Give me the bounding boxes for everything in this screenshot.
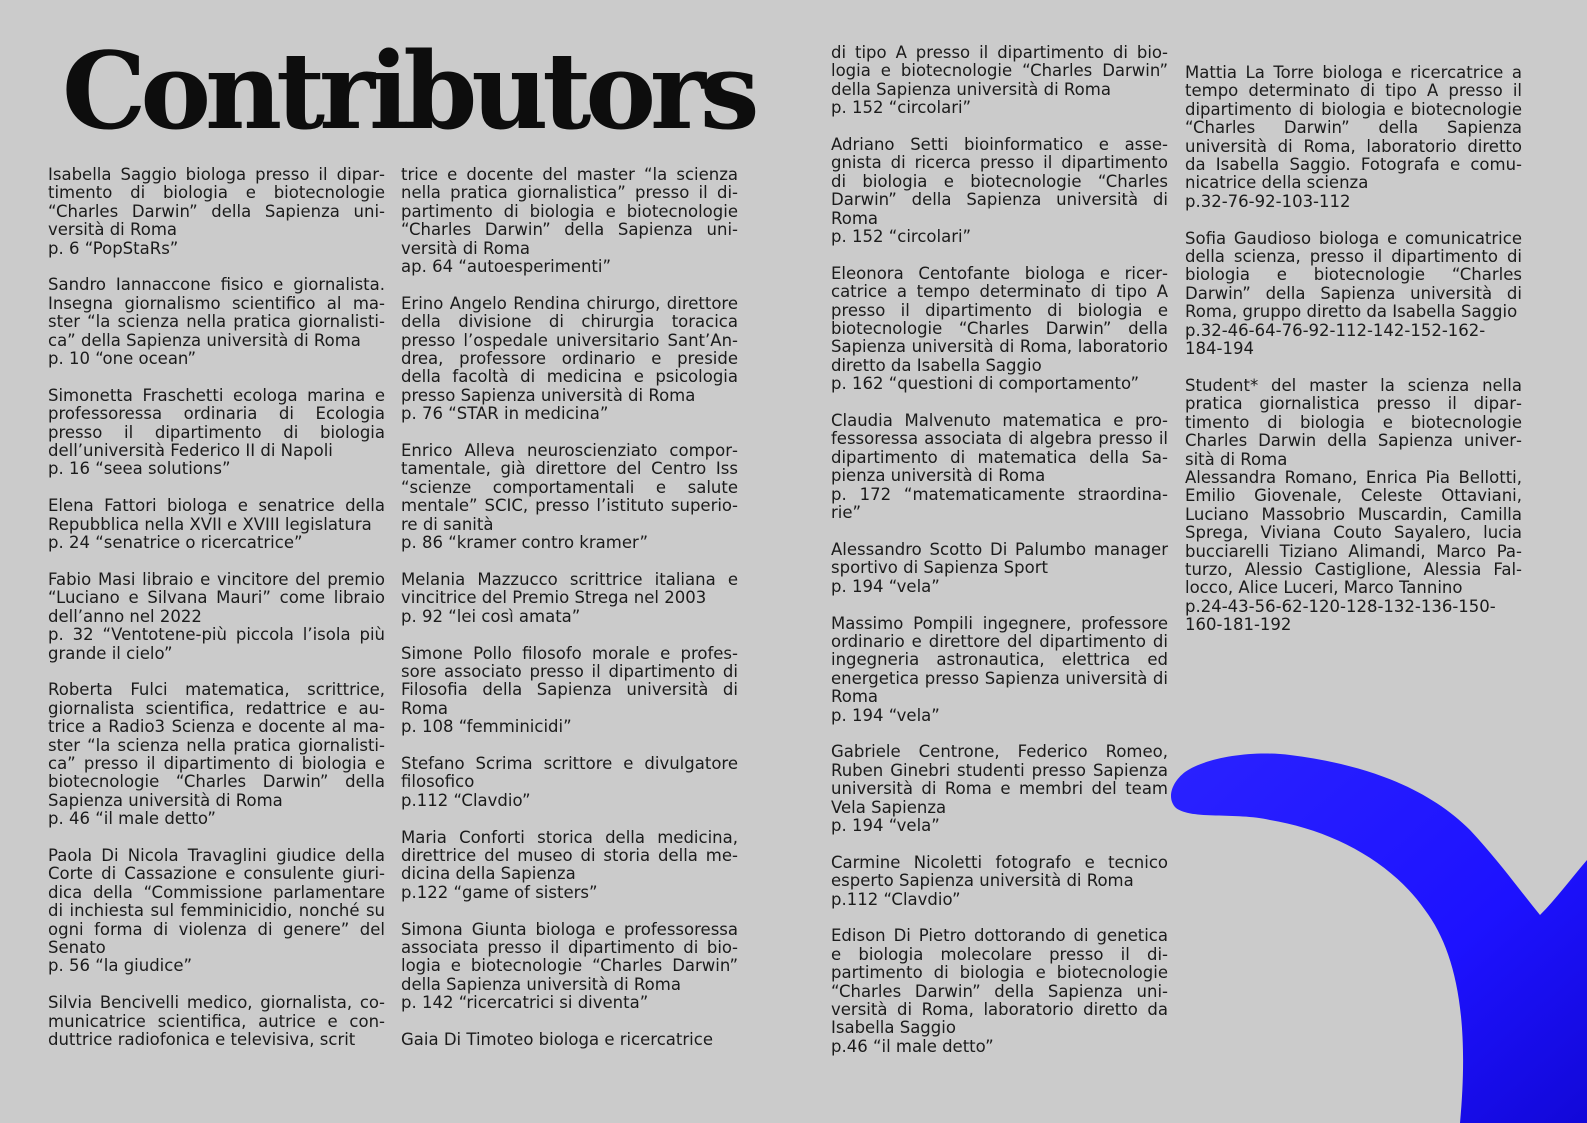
contributor-bio: Stefano Scrima scrittore e divulgatore filosofico xyxy=(401,753,738,792)
contributor-bio: Fabio Masi libraio e vincitore del premio “Luciano e Silvana Mauri” come libraio dell’anno nel 2022 xyxy=(48,569,385,626)
contributor-bio: Gabriele Centrone, Federico Romeo, Ruben Ginebri studenti presso Sapienza università di Roma e membri del team Vela Sapienza xyxy=(831,742,1168,817)
contributor-entry xyxy=(48,681,385,828)
contributor-bio: Carmine Nicoletti fotografo e tecnico esperto Sapienza università di Roma xyxy=(831,852,1168,891)
contributor-bio: Edison Di Pietro dottorando di genetica e biologia molecolare presso il dipartimento di biologia e biotecnologie “Charles Darwin” della Sapienza università di Roma, laboratorio diretto da Isabella Saggio xyxy=(831,926,1168,1038)
contributor-bio: Adriano Setti bioinformatico e assegnista di ricerca presso il dipartimento di biologia e biotecnologie “Charles Darwin” della Sapienza università di Roma xyxy=(831,135,1168,228)
contributor-bio: Sofia Gaudioso biologa e comunicatrice della scienza, presso il dipartimento di biologia e biotecnologie “Charles Darwin” della Sapienza università di Roma, gruppo diretto da Isabella Saggio xyxy=(1185,228,1522,322)
contributor-entry xyxy=(831,927,1168,1056)
contributor-entry xyxy=(1185,230,1522,359)
contributor-pages: p.112 “Clavdio” xyxy=(831,889,961,909)
contributor-bio: Paola Di Nicola Travaglini giudice della Corte di Cassazione e consulente giuridica della “Commissione parlamentare di inchiesta sul femminicidio, nonché su ogni forma di violenza di genere” del Senato xyxy=(48,845,385,957)
contributor-pages: p. 194 “vela” xyxy=(831,815,940,835)
contributor-extra-pages: p.24-43-56-62-120-128-132-136-150-160-181-192 xyxy=(1185,596,1496,635)
contributor-pages: p. 86 “kramer contro kramer” xyxy=(401,533,649,553)
contributor-entry xyxy=(401,571,738,626)
contributor-pages: p. 24 “senatrice o ricercatrice” xyxy=(48,533,303,553)
contributor-bio: Simona Giunta biologa e professoressa associata presso il dipartimento di biologia e biotecnologie “Charles Darwin” della Sapienza università di Roma xyxy=(401,919,738,994)
contributors-column-1 xyxy=(48,166,385,1068)
contributor-entry xyxy=(401,921,738,1013)
contributor-pages: p. 194 “vela” xyxy=(831,705,940,725)
contributor-pages: p. 92 “lei così amata” xyxy=(401,606,581,626)
contributor-entry xyxy=(401,442,738,552)
contributor-bio: Claudia Malvenuto matematica e professoressa associata di algebra presso il dipartimento di matematica della Sapienza università di Roma xyxy=(831,411,1168,486)
contributor-entry xyxy=(401,1031,738,1049)
contributor-bio: Mattia La Torre biologa e ricercatrice a tempo determinato di tipo A presso il dipartimento di biologia e biotecnologie “Charles Darwin” della Sapienza università di Roma, laboratorio diretto da Isabella Saggio. Fotografa e comunicatrice della scienza xyxy=(1185,63,1522,193)
contributor-bio: Roberta Fulci matematica, scrittrice, giornalista scientifica, redattrice e autrice a Radio3 Scienza e docente al master “la scienza nella pratica giornalistica” presso il dipartimento di biologia e biotecnologie “Charles Darwin” della Sapienza università di Roma xyxy=(48,680,385,810)
contributor-pages: p. 76 “STAR in medicina” xyxy=(401,404,609,424)
contributor-pages: p. 56 “la giudice” xyxy=(48,956,193,976)
contributor-pages: p.122 “game of sisters” xyxy=(401,882,598,902)
contributors-column-2 xyxy=(401,166,738,1068)
contributors-column-4 xyxy=(1185,64,1522,653)
contributor-bio: di tipo A presso il dipartimento di biologia e biotecnologie “Charles Darwin” della Sapienza università di Roma xyxy=(831,43,1168,99)
contributor-bio: Massimo Pompili ingegnere, professore ordinario e direttore del dipartimento di ingegneria astronautica, elettrica ed energetica presso Sapienza università di Roma xyxy=(831,613,1168,707)
contributor-pages: p.112 “Clavdio” xyxy=(401,790,531,810)
contributor-entry xyxy=(48,497,385,552)
contributor-pages: p. 6 “PopStaRs” xyxy=(48,238,179,258)
contributor-pages: p. 108 “femminicidi” xyxy=(401,717,572,737)
contributor-pages: p. 16 “seea solutions” xyxy=(48,459,231,479)
contributors-column-3 xyxy=(831,44,1168,1075)
contributor-bio: Erino Angelo Rendina chirurgo, direttore della divisione di chirurgia toracica presso l’ospedale universitario Sant’Andrea, professore ordinario e preside della facoltà di medicina e psicologia presso Sapienza università di Roma xyxy=(401,293,738,405)
contributor-bio: Gaia Di Timoteo biologa e ricercatrice xyxy=(401,1029,713,1049)
contributor-entry xyxy=(48,847,385,976)
contributor-pages: p. 152 “circolari” xyxy=(831,98,972,118)
contributor-pages: p. 172 “matematicamente straordinarie” xyxy=(831,484,1168,523)
contributor-pages: p.46 “il male detto” xyxy=(831,1036,994,1056)
contributor-bio: trice e docente del master “la scienza nella pratica giornalistica” presso il dipartimento di biologia e biotecnologie “Charles Darwin” della Sapienza università di Roma xyxy=(401,165,738,258)
contributor-bio: Melania Mazzucco scrittrice italiana e vincitrice del Premio Strega nel 2003 xyxy=(401,569,738,608)
contributor-entry xyxy=(831,412,1168,522)
blue-blob-shape xyxy=(1100,720,1587,1123)
contributor-bio: Eleonora Centofante biologa e ricercatrice a tempo determinato di tipo A presso il dipartimento di biologia e biotecnologie “Charles Darwin” della Sapienza università di Roma, laboratorio diretto da Isabella Saggio xyxy=(831,263,1168,375)
contributor-pages: p. 46 “il male detto” xyxy=(48,809,216,829)
contributor-entry xyxy=(401,166,738,276)
contributor-bio: Maria Conforti storica della medicina, direttrice del museo di storia della medicina della Sapienza xyxy=(401,827,738,884)
contributor-bio: Elena Fattori biologa e senatrice della Repubblica nella XVII e XVIII legislatura xyxy=(48,496,385,534)
contributor-entry xyxy=(831,615,1168,725)
contributor-pages: p.32-46-64-76-92-112-142-152-162-184-194 xyxy=(1185,320,1486,359)
contributor-bio: Simonetta Fraschetti ecologa marina e professoressa ordinaria di Ecologia presso il dipartimento di biologia dell’università Federico II di Napoli xyxy=(48,385,385,461)
contributor-pages: p. 152 “circolari” xyxy=(831,227,972,247)
contributor-entry xyxy=(48,387,385,479)
contributor-entry xyxy=(401,755,738,810)
contributor-entry xyxy=(831,265,1168,394)
contributor-entry xyxy=(48,276,385,368)
contributor-entry xyxy=(48,166,385,258)
contributor-entry xyxy=(48,994,385,1049)
contributor-entry xyxy=(831,854,1168,909)
contributor-pages: p. 32 “Ventotene-più piccola l’isola più grande il cielo” xyxy=(48,625,385,663)
contributor-entry xyxy=(831,136,1168,246)
contributor-pages: p. 142 “ricercatrici si diventa” xyxy=(401,993,649,1013)
contributor-bio: Alessandro Scotto Di Palumbo manager sportivo di Sapienza Sport xyxy=(831,539,1168,578)
contributor-pages: Alessandra Romano, Enrica Pia Bellotti, Emilio Giovenale, Celeste Ottaviani, Luciano Massobrio Muscardin, Camilla Sprega, Viviana Couto Sayalero, lucia bucciarelli Tiziano Alimandi, Marco Paturzo, Alessio Castiglione, Alessia Fallocco, Alice Luceri, Marco Tannino xyxy=(1185,467,1522,598)
contributor-bio: Isabella Saggio biologa presso il dipartimento di biologia e biotecnologie “Charles Darwin” della Sapienza università di Roma xyxy=(48,165,385,240)
contributor-entry xyxy=(401,829,738,903)
contributor-entry xyxy=(48,571,385,663)
contributor-pages: p. 10 “one ocean” xyxy=(48,349,197,369)
contributor-bio: Student* del master la scienza nella pratica giornalistica presso il dipartimento di biologia e biotecnologie Charles Darwin della Sapienza università di Roma xyxy=(1185,375,1522,469)
contributor-bio: Simone Pollo filosofo morale e professore associato presso il dipartimento di Filosofia della Sapienza università di Roma xyxy=(401,643,738,718)
contributor-pages: p. 194 “vela” xyxy=(831,576,940,596)
contributor-entry xyxy=(401,295,738,424)
contributor-bio: Sandro Iannaccone fisico e giornalista. Insegna giornalismo scientifico al master “la scienza nella pratica giornalistica” della Sapienza università di Roma xyxy=(48,275,385,350)
contributor-bio: Enrico Alleva neuroscienziato comportamentale, già direttore del Centro Iss “scienze comportamentali e salute mentale” SCIC, presso l’istituto superiore di sanità xyxy=(401,441,738,534)
contributor-entry xyxy=(831,541,1168,596)
contributor-entry xyxy=(1185,377,1522,635)
contributor-entry xyxy=(1185,64,1522,211)
page-title: Contributors xyxy=(62,28,754,153)
contributor-entry xyxy=(401,645,738,737)
contributor-entry xyxy=(831,44,1168,118)
contributor-pages: ap. 64 “autoesperimenti” xyxy=(401,257,612,277)
contributor-bio: Silvia Bencivelli medico, giornalista, comunicatrice scientifica, autrice e conduttrice radiofonica e televisiva, scrit xyxy=(48,993,385,1049)
contributor-entry xyxy=(831,743,1168,835)
contributor-pages: p. 162 “questioni di comportamento” xyxy=(831,374,1140,394)
contributor-pages: p.32-76-92-103-112 xyxy=(1185,191,1351,211)
